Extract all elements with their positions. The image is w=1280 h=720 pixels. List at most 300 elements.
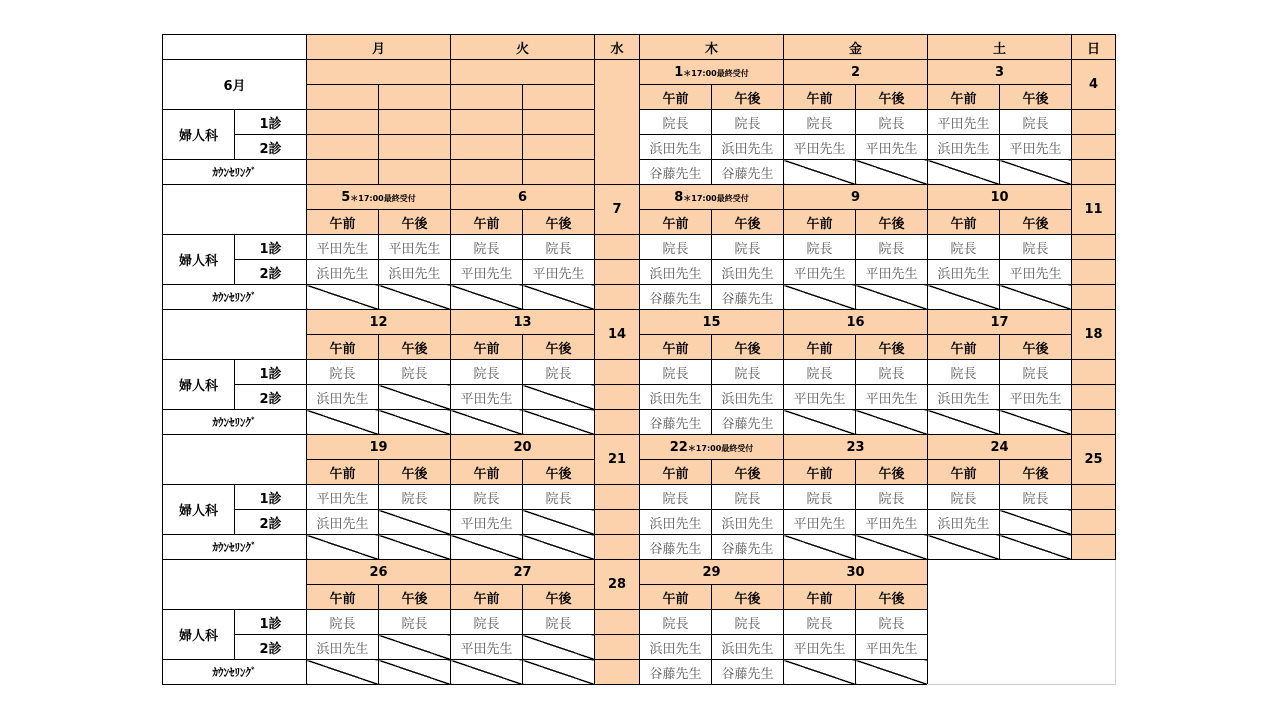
no-session-cell <box>928 285 1000 310</box>
week4-wed-date: 21 <box>595 435 640 485</box>
doctor-cell: 平田先生 <box>307 485 379 510</box>
pm-label: 午後 <box>379 335 451 360</box>
doctor-cell: 平田先生 <box>451 260 523 285</box>
week5-wed-slot <box>595 610 640 635</box>
week3-sun-date: 18 <box>1072 310 1116 360</box>
doctor-cell: 浜田先生 <box>307 260 379 285</box>
week4-sat-date: 24 <box>928 435 1072 460</box>
week2-counseling-row <box>163 285 1116 310</box>
week5-tue-date: 27 <box>451 560 595 585</box>
week2-sun-slot <box>1072 235 1116 260</box>
week5-date-row <box>163 560 1116 585</box>
am-label: 午前 <box>784 210 856 235</box>
pm-label: 午後 <box>1000 85 1072 110</box>
week3-exam1-row <box>163 360 1116 385</box>
doctor-cell: 院長 <box>712 235 784 260</box>
am-label: 午前 <box>451 335 523 360</box>
exam2-label: 2診 <box>235 510 307 535</box>
week5-wed-date: 28 <box>595 560 640 610</box>
doctor-cell: 院長 <box>379 610 451 635</box>
am-label: 午前 <box>928 335 1000 360</box>
doctor-cell: 浜田先生 <box>712 260 784 285</box>
am-label: 午前 <box>640 85 712 110</box>
week1-sun-slot <box>1072 160 1116 185</box>
doctor-cell: 院長 <box>640 360 712 385</box>
week1-slot <box>523 135 595 160</box>
week1-exam1-row <box>163 110 1116 135</box>
week4-wed-slot <box>595 485 640 510</box>
no-session-cell <box>379 410 451 435</box>
no-session-cell <box>856 285 928 310</box>
am-label: 午前 <box>784 85 856 110</box>
doctor-cell: 院長 <box>451 610 523 635</box>
doctor-cell: 浜田先生 <box>712 635 784 660</box>
doctor-cell: 平田先生 <box>856 135 928 160</box>
week2-sun-slot <box>1072 260 1116 285</box>
exam1-label: 1診 <box>235 485 307 510</box>
pm-label: 午後 <box>712 460 784 485</box>
doctor-cell: 平田先生 <box>784 510 856 535</box>
doctor-cell: 平田先生 <box>1000 385 1072 410</box>
counseling-label: ｶｳﾝｾﾘﾝｸﾞ <box>163 660 307 685</box>
week3-fri-date: 16 <box>784 310 928 335</box>
doctor-cell: 院長 <box>712 485 784 510</box>
doctor-cell: 平田先生 <box>856 385 928 410</box>
am-label: 午前 <box>640 460 712 485</box>
no-session-cell <box>928 535 1000 560</box>
weekday-wed: 水 <box>595 35 640 60</box>
week3-sun-slot <box>1072 360 1116 385</box>
doctor-cell: 谷藤先生 <box>640 660 712 685</box>
no-session-cell <box>307 535 379 560</box>
week2-sun-date: 11 <box>1072 185 1116 235</box>
no-session-cell <box>523 410 595 435</box>
week2-tue-date: 6 <box>451 185 595 210</box>
week4-sun-date: 25 <box>1072 435 1116 485</box>
week2-exam2-row <box>163 260 1116 285</box>
weekday-sat: 土 <box>928 35 1072 60</box>
no-session-cell <box>307 410 379 435</box>
week1-date-row <box>163 60 1116 85</box>
doctor-cell: 平田先生 <box>928 110 1000 135</box>
week4-label-blank <box>163 435 307 485</box>
week1-slot <box>451 110 523 135</box>
no-session-cell <box>451 410 523 435</box>
doctor-cell: 院長 <box>784 235 856 260</box>
end-of-month-blank <box>928 560 1116 685</box>
doctor-cell: 院長 <box>928 235 1000 260</box>
doctor-cell: 谷藤先生 <box>640 535 712 560</box>
week2-thu-date <box>640 185 784 210</box>
dept-label: 婦人科 <box>163 610 235 660</box>
am-label: 午前 <box>640 585 712 610</box>
am-label: 午前 <box>928 460 1000 485</box>
doctor-cell: 院長 <box>307 610 379 635</box>
week1-sat-date: 3 <box>928 60 1072 85</box>
no-session-cell <box>784 660 856 685</box>
week4-thu-date <box>640 435 784 460</box>
no-session-cell <box>451 660 523 685</box>
doctor-cell: 院長 <box>379 485 451 510</box>
week3-wed-date: 14 <box>595 310 640 360</box>
week4-tue-date: 20 <box>451 435 595 460</box>
doctor-cell: 院長 <box>784 485 856 510</box>
week3-exam2-row <box>163 385 1116 410</box>
no-session-cell <box>379 660 451 685</box>
week4-exam2-row <box>163 510 1116 535</box>
doctor-cell: 浜田先生 <box>640 260 712 285</box>
doctor-cell: 浜田先生 <box>928 385 1000 410</box>
doctor-cell: 院長 <box>451 235 523 260</box>
doctor-cell: 浜田先生 <box>928 260 1000 285</box>
week5-mon-date: 26 <box>307 560 451 585</box>
pm-label: 午後 <box>856 335 928 360</box>
am-label: 午前 <box>784 585 856 610</box>
dept-label: 婦人科 <box>163 110 235 160</box>
doctor-cell: 院長 <box>523 610 595 635</box>
week4-wed-slot <box>595 535 640 560</box>
doctor-cell: 平田先生 <box>784 385 856 410</box>
pm-label: 午後 <box>712 85 784 110</box>
no-session-cell <box>307 285 379 310</box>
no-session-cell <box>523 385 595 410</box>
week1-slot <box>379 135 451 160</box>
week1-thu-date <box>640 60 784 85</box>
no-session-cell <box>451 285 523 310</box>
week2-exam1-row <box>163 235 1116 260</box>
week5-thu-date: 29 <box>640 560 784 585</box>
last-reception-note: ＊17:00最終受付 <box>683 68 749 78</box>
last-reception-note: ＊17:00最終受付 <box>350 193 416 203</box>
doctor-cell: 院長 <box>1000 485 1072 510</box>
doctor-cell: 院長 <box>640 110 712 135</box>
am-label: 午前 <box>640 210 712 235</box>
doctor-cell: 平田先生 <box>856 635 928 660</box>
doctor-cell: 平田先生 <box>307 235 379 260</box>
weekday-tue: 火 <box>451 35 595 60</box>
doctor-cell: 平田先生 <box>451 385 523 410</box>
week5-fri-date: 30 <box>784 560 928 585</box>
week1-tue-date <box>451 60 595 85</box>
week1-sun-slot <box>1072 110 1116 135</box>
pm-label: 午後 <box>1000 210 1072 235</box>
doctor-cell: 院長 <box>1000 360 1072 385</box>
week1-slot <box>523 110 595 135</box>
no-session-cell <box>379 535 451 560</box>
date-number: 1 <box>674 64 684 80</box>
week3-counseling-row <box>163 410 1116 435</box>
no-session-cell <box>928 410 1000 435</box>
doctor-cell: 浜田先生 <box>640 510 712 535</box>
no-session-cell <box>451 535 523 560</box>
doctor-cell: 平田先生 <box>379 235 451 260</box>
pm-label: 午後 <box>712 335 784 360</box>
no-session-cell <box>379 510 451 535</box>
doctor-cell: 谷藤先生 <box>712 160 784 185</box>
week4-fri-date: 23 <box>784 435 928 460</box>
doctor-cell: 院長 <box>451 485 523 510</box>
doctor-cell: 院長 <box>928 485 1000 510</box>
week1-slot <box>307 135 379 160</box>
no-session-cell <box>523 285 595 310</box>
doctor-cell: 院長 <box>856 360 928 385</box>
week2-wed-slot <box>595 260 640 285</box>
week2-wed-slot <box>595 235 640 260</box>
pm-label: 午後 <box>856 460 928 485</box>
doctor-cell: 院長 <box>856 110 928 135</box>
week2-date-row <box>163 185 1116 210</box>
doctor-cell: 院長 <box>856 485 928 510</box>
week4-date-row <box>163 435 1116 460</box>
week1-slot <box>307 110 379 135</box>
doctor-cell: 院長 <box>451 360 523 385</box>
doctor-cell: 院長 <box>712 610 784 635</box>
no-session-cell <box>379 635 451 660</box>
doctor-cell: 谷藤先生 <box>712 535 784 560</box>
week5-wed-slot <box>595 660 640 685</box>
doctor-cell: 平田先生 <box>523 260 595 285</box>
date-number: 8 <box>674 189 684 205</box>
am-label: 午前 <box>307 335 379 360</box>
week3-sun-slot <box>1072 385 1116 410</box>
week4-mon-date: 19 <box>307 435 451 460</box>
doctor-cell: 平田先生 <box>451 510 523 535</box>
no-session-cell <box>928 160 1000 185</box>
no-session-cell <box>856 410 928 435</box>
week1-tue-am <box>451 85 523 110</box>
am-label: 午前 <box>928 85 1000 110</box>
doctor-cell: 院長 <box>928 360 1000 385</box>
week1-tue-pm <box>523 85 595 110</box>
doctor-cell: 院長 <box>784 110 856 135</box>
doctor-cell: 院長 <box>712 110 784 135</box>
doctor-cell: 院長 <box>640 235 712 260</box>
no-session-cell <box>379 285 451 310</box>
pm-label: 午後 <box>379 585 451 610</box>
weekday-sun: 日 <box>1072 35 1116 60</box>
am-label: 午前 <box>784 335 856 360</box>
week4-wed-slot <box>595 510 640 535</box>
doctor-cell: 院長 <box>523 360 595 385</box>
doctor-cell: 浜田先生 <box>307 510 379 535</box>
am-label: 午前 <box>307 460 379 485</box>
weekday-header-row <box>163 35 1116 60</box>
doctor-cell: 谷藤先生 <box>712 410 784 435</box>
week1-mon-am <box>307 85 379 110</box>
week2-label-blank <box>163 185 307 235</box>
week1-slot <box>379 110 451 135</box>
week3-date-row <box>163 310 1116 335</box>
pm-label: 午後 <box>523 210 595 235</box>
week3-label-blank <box>163 310 307 360</box>
date-number: 22 <box>669 439 688 455</box>
week2-wed-slot <box>595 285 640 310</box>
doctor-cell: 院長 <box>784 610 856 635</box>
doctor-cell: 浜田先生 <box>307 385 379 410</box>
no-session-cell <box>523 635 595 660</box>
dept-label: 婦人科 <box>163 360 235 410</box>
week4-sun-slot <box>1072 485 1116 510</box>
doctor-cell: 浜田先生 <box>640 385 712 410</box>
week3-sun-slot <box>1072 410 1116 435</box>
am-label: 午前 <box>928 210 1000 235</box>
exam1-label: 1診 <box>235 610 307 635</box>
week1-sun-date: 4 <box>1072 60 1116 110</box>
week5-label-blank <box>163 560 307 610</box>
doctor-cell: 谷藤先生 <box>712 285 784 310</box>
doctor-cell: 平田先生 <box>784 135 856 160</box>
week3-wed-slot <box>595 385 640 410</box>
doctor-cell: 院長 <box>856 235 928 260</box>
pm-label: 午後 <box>379 210 451 235</box>
doctor-cell: 院長 <box>640 610 712 635</box>
doctor-cell: 院長 <box>307 360 379 385</box>
doctor-cell: 浜田先生 <box>712 385 784 410</box>
am-label: 午前 <box>307 210 379 235</box>
week1-mon-date <box>307 60 451 85</box>
doctor-cell: 平田先生 <box>784 635 856 660</box>
doctor-cell: 院長 <box>523 485 595 510</box>
week1-slot <box>307 160 379 185</box>
week3-tue-date: 13 <box>451 310 595 335</box>
week3-mon-date: 12 <box>307 310 451 335</box>
doctor-cell: 浜田先生 <box>928 135 1000 160</box>
dept-label: 婦人科 <box>163 485 235 535</box>
exam1-label: 1診 <box>235 235 307 260</box>
am-label: 午前 <box>451 460 523 485</box>
week1-slot <box>451 160 523 185</box>
am-label: 午前 <box>307 585 379 610</box>
doctor-cell: 浜田先生 <box>379 260 451 285</box>
doctor-cell: 谷藤先生 <box>712 660 784 685</box>
no-session-cell <box>307 660 379 685</box>
doctor-cell: 谷藤先生 <box>640 285 712 310</box>
doctor-cell: 浜田先生 <box>712 135 784 160</box>
counseling-label: ｶｳﾝｾﾘﾝｸﾞ <box>163 160 307 185</box>
no-session-cell <box>784 285 856 310</box>
last-reception-note: ＊17:00最終受付 <box>683 193 749 203</box>
doctor-cell: 平田先生 <box>784 260 856 285</box>
no-session-cell <box>1000 160 1072 185</box>
doctor-cell: 院長 <box>1000 235 1072 260</box>
doctor-cell: 平田先生 <box>856 260 928 285</box>
am-label: 午前 <box>451 585 523 610</box>
week1-counseling-row <box>163 160 1116 185</box>
no-session-cell <box>784 160 856 185</box>
counseling-label: ｶｳﾝｾﾘﾝｸﾞ <box>163 285 307 310</box>
week2-sun-slot <box>1072 285 1116 310</box>
doctor-cell: 平田先生 <box>856 510 928 535</box>
pm-label: 午後 <box>523 335 595 360</box>
clinic-schedule-table <box>162 34 1116 685</box>
no-session-cell <box>1000 535 1072 560</box>
am-label: 午前 <box>451 210 523 235</box>
week1-sun-slot <box>1072 135 1116 160</box>
no-session-cell <box>523 660 595 685</box>
week5-wed-slot <box>595 635 640 660</box>
doctor-cell: 院長 <box>784 360 856 385</box>
week4-sun-slot <box>1072 510 1116 535</box>
week1-exam2-row <box>163 135 1116 160</box>
week3-wed-slot <box>595 360 640 385</box>
am-label: 午前 <box>784 460 856 485</box>
week1-wed-column <box>595 60 640 185</box>
exam1-label: 1診 <box>235 360 307 385</box>
doctor-cell: 院長 <box>856 610 928 635</box>
weekday-mon: 月 <box>307 35 451 60</box>
doctor-cell: 院長 <box>379 360 451 385</box>
weekday-thu: 木 <box>640 35 784 60</box>
no-session-cell <box>856 535 928 560</box>
week1-slot <box>379 160 451 185</box>
no-session-cell <box>856 160 928 185</box>
no-session-cell <box>784 410 856 435</box>
month-label: 6月 <box>163 60 307 110</box>
pm-label: 午後 <box>856 85 928 110</box>
pm-label: 午後 <box>1000 460 1072 485</box>
week3-thu-date: 15 <box>640 310 784 335</box>
exam2-label: 2診 <box>235 260 307 285</box>
pm-label: 午後 <box>856 585 928 610</box>
doctor-cell: 院長 <box>640 485 712 510</box>
counseling-label: ｶｳﾝｾﾘﾝｸﾞ <box>163 535 307 560</box>
week1-mon-pm <box>379 85 451 110</box>
no-session-cell <box>1000 410 1072 435</box>
no-session-cell <box>784 535 856 560</box>
last-reception-note: ＊17:00最終受付 <box>687 443 754 453</box>
pm-label: 午後 <box>712 210 784 235</box>
exam1-label: 1診 <box>235 110 307 135</box>
week3-wed-slot <box>595 410 640 435</box>
week3-sat-date: 17 <box>928 310 1072 335</box>
no-session-cell <box>523 535 595 560</box>
week2-wed-date: 7 <box>595 185 640 235</box>
doctor-cell: 院長 <box>523 235 595 260</box>
dept-label: 婦人科 <box>163 235 235 285</box>
pm-label: 午後 <box>712 585 784 610</box>
doctor-cell: 平田先生 <box>1000 135 1072 160</box>
pm-label: 午後 <box>523 585 595 610</box>
week1-slot <box>451 135 523 160</box>
week2-mon-date <box>307 185 451 210</box>
week2-fri-date: 9 <box>784 185 928 210</box>
exam2-label: 2診 <box>235 135 307 160</box>
doctor-cell: 浜田先生 <box>307 635 379 660</box>
doctor-cell: 浜田先生 <box>712 510 784 535</box>
counseling-label: ｶｳﾝｾﾘﾝｸﾞ <box>163 410 307 435</box>
doctor-cell: 浜田先生 <box>640 635 712 660</box>
am-label: 午前 <box>640 335 712 360</box>
doctor-cell: 平田先生 <box>451 635 523 660</box>
week2-sat-date: 10 <box>928 185 1072 210</box>
pm-label: 午後 <box>856 210 928 235</box>
week4-sun-slot <box>1072 535 1116 560</box>
exam2-label: 2診 <box>235 385 307 410</box>
week1-slot <box>523 160 595 185</box>
pm-label: 午後 <box>1000 335 1072 360</box>
no-session-cell <box>1000 285 1072 310</box>
exam2-label: 2診 <box>235 635 307 660</box>
doctor-cell: 院長 <box>1000 110 1072 135</box>
no-session-cell <box>523 510 595 535</box>
week4-exam1-row <box>163 485 1116 510</box>
week4-counseling-row <box>163 535 1116 560</box>
doctor-cell: 谷藤先生 <box>640 160 712 185</box>
doctor-cell: 院長 <box>712 360 784 385</box>
no-session-cell <box>1000 510 1072 535</box>
no-session-cell <box>379 385 451 410</box>
doctor-cell: 浜田先生 <box>640 135 712 160</box>
